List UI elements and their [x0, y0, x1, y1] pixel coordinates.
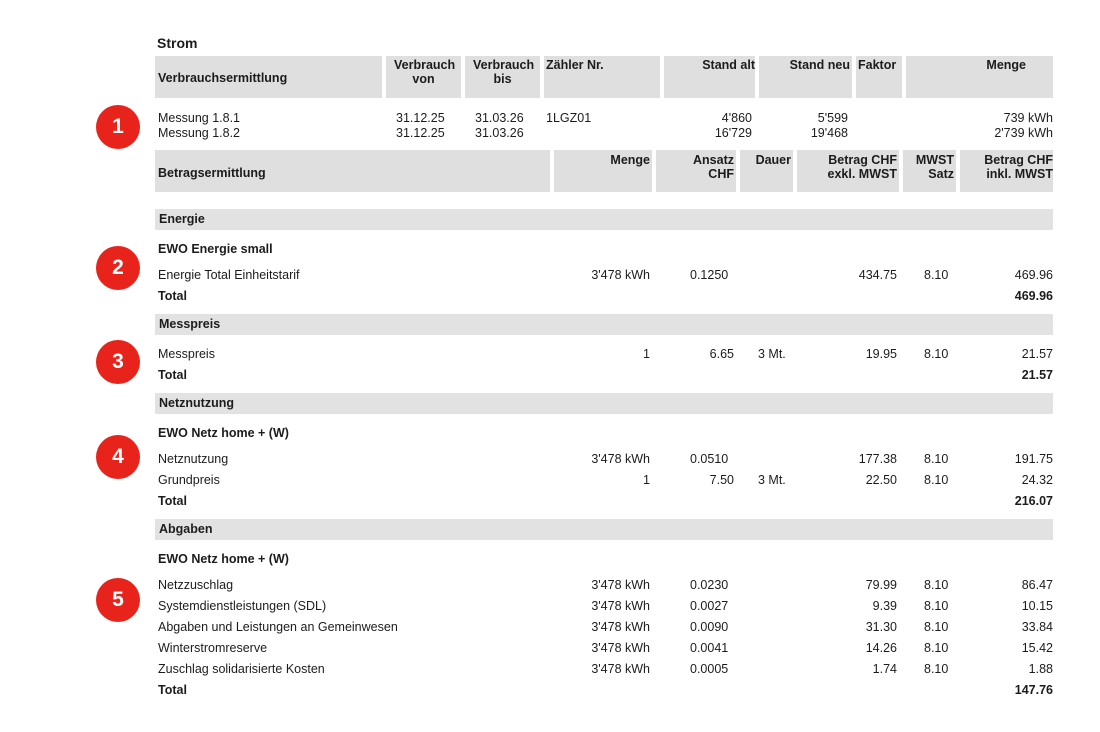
- menge: 739 kWh: [1003, 111, 1053, 125]
- row-exkl: 31.30: [865, 620, 897, 634]
- messung-bis: 31.03.26: [475, 126, 524, 140]
- row-menge: 1: [643, 473, 650, 487]
- section-title: Abgaben: [159, 522, 213, 536]
- row-label: Netzzuschlag: [158, 578, 234, 592]
- row-exkl: 177.38: [858, 452, 897, 466]
- messung-label: Messung 1.8.1: [158, 111, 240, 125]
- row-ansatz: 0.0510: [690, 452, 729, 466]
- section-title: Strom: [157, 35, 198, 51]
- row-mwst: 8.10: [924, 268, 949, 282]
- row-inkl: 86.47: [1021, 578, 1053, 592]
- row-menge: 3'478 kWh: [591, 662, 650, 676]
- total-value: 147.76: [1014, 683, 1053, 697]
- header-menge: Menge: [986, 58, 1026, 72]
- header-stand-neu: Stand neu: [789, 58, 850, 72]
- section-bar-messpreis: [155, 314, 1053, 335]
- stand-neu: 5'599: [817, 111, 848, 125]
- row-ansatz: 6.65: [709, 347, 734, 361]
- row-exkl: 1.74: [872, 662, 897, 676]
- row-ansatz: 0.0027: [690, 599, 729, 613]
- row-inkl: 10.15: [1021, 599, 1053, 613]
- row-exkl: 22.50: [865, 473, 897, 487]
- sub-title: EWO Netz home + (W): [158, 552, 289, 566]
- messung-bis: 31.03.26: [475, 111, 524, 125]
- row-mwst: 8.10: [924, 452, 949, 466]
- header-ansatz: Ansatz CHF: [693, 153, 734, 182]
- row-inkl: 15.42: [1021, 641, 1053, 655]
- total-label: Total: [158, 289, 187, 303]
- row-menge: 3'478 kWh: [591, 599, 650, 613]
- row-ansatz: 7.50: [709, 473, 734, 487]
- header-dauer: Dauer: [755, 153, 791, 167]
- row-mwst: 8.10: [924, 599, 949, 613]
- row-exkl: 79.99: [865, 578, 897, 592]
- row-dauer: 3 Mt.: [758, 473, 786, 487]
- section-bar-netznutzung: [155, 393, 1053, 414]
- annotation-badge-3: 3: [96, 340, 140, 384]
- row-menge: 3'478 kWh: [591, 641, 650, 655]
- row-mwst: 8.10: [924, 473, 949, 487]
- row-menge: 1: [643, 347, 650, 361]
- row-label: Zuschlag solidarisierte Kosten: [158, 662, 325, 676]
- row-menge: 3'478 kWh: [591, 452, 650, 466]
- header-zaehler-nr: Zähler Nr.: [546, 58, 604, 72]
- total-value: 216.07: [1014, 494, 1053, 508]
- row-inkl: 24.32: [1021, 473, 1053, 487]
- messung-label: Messung 1.8.2: [158, 126, 240, 140]
- row-mwst: 8.10: [924, 578, 949, 592]
- messung-von: 31.12.25: [396, 126, 445, 140]
- annotation-badge-1: 1: [96, 105, 140, 149]
- row-inkl: 191.75: [1014, 452, 1053, 466]
- row-menge: 3'478 kWh: [591, 268, 650, 282]
- sub-title: EWO Netz home + (W): [158, 426, 289, 440]
- total-value: 469.96: [1014, 289, 1053, 303]
- row-label: Winterstromreserve: [158, 641, 268, 655]
- row-exkl: 19.95: [865, 347, 897, 361]
- row-label: Systemdienstleistungen (SDL): [158, 599, 327, 613]
- header-faktor: Faktor: [858, 58, 897, 72]
- row-mwst: 8.10: [924, 347, 949, 361]
- total-label: Total: [158, 494, 187, 508]
- row-dauer: 3 Mt.: [758, 347, 786, 361]
- total-label: Total: [158, 683, 187, 697]
- row-ansatz: 0.0041: [690, 641, 729, 655]
- header-menge: Menge: [610, 153, 650, 167]
- row-inkl: 469.96: [1014, 268, 1053, 282]
- row-exkl: 14.26: [865, 641, 897, 655]
- row-mwst: 8.10: [924, 620, 949, 634]
- section-title: Energie: [159, 212, 205, 226]
- row-ansatz: 0.0005: [690, 662, 729, 676]
- row-label: Energie Total Einheitstarif: [158, 268, 300, 282]
- zaehler-nr: 1LGZ01: [546, 111, 592, 125]
- section-bar-abgaben: [155, 519, 1053, 540]
- total-label: Total: [158, 368, 187, 382]
- header-verbrauch-von: Verbrauch von: [394, 58, 456, 87]
- sub-title: EWO Energie small: [158, 242, 273, 256]
- row-menge: 3'478 kWh: [591, 578, 650, 592]
- header-verbrauch-bis: Verbrauch bis: [473, 58, 535, 87]
- row-ansatz: 0.0230: [690, 578, 729, 592]
- header-inkl: Betrag CHF inkl. MWST: [984, 153, 1053, 182]
- header-exkl: Betrag CHF exkl. MWST: [827, 153, 897, 182]
- messung-von: 31.12.25: [396, 111, 445, 125]
- row-exkl: 434.75: [858, 268, 897, 282]
- row-label: Abgaben und Leistungen an Gemeinwesen: [158, 620, 398, 634]
- annotation-badge-2: 2: [96, 246, 140, 290]
- row-inkl: 21.57: [1021, 347, 1053, 361]
- stand-alt: 16'729: [714, 126, 752, 140]
- row-label: Messpreis: [158, 347, 215, 361]
- row-menge: 3'478 kWh: [591, 620, 650, 634]
- section-bar-energie: [155, 209, 1053, 230]
- row-label: Netznutzung: [158, 452, 229, 466]
- header-mwst: MWST Satz: [915, 153, 954, 182]
- annotation-badge-4: 4: [96, 435, 140, 479]
- row-ansatz: 0.0090: [690, 620, 729, 634]
- betrag-header-label: Betragsermittlung: [158, 166, 266, 180]
- total-value: 21.57: [1021, 368, 1053, 382]
- section-title: Messpreis: [159, 317, 221, 331]
- stand-neu: 19'468: [810, 126, 848, 140]
- row-inkl: 33.84: [1021, 620, 1053, 634]
- row-ansatz: 0.1250: [690, 268, 729, 282]
- stand-alt: 4'860: [721, 111, 752, 125]
- row-mwst: 8.10: [924, 662, 949, 676]
- annotation-badge-5: 5: [96, 578, 140, 622]
- section-title: Netznutzung: [159, 396, 234, 410]
- row-inkl: 1.88: [1028, 662, 1053, 676]
- verbrauch-header-label: Verbrauchsermittlung: [158, 71, 288, 85]
- menge: 2'739 kWh: [994, 126, 1053, 140]
- header-stand-alt: Stand alt: [702, 58, 755, 72]
- row-mwst: 8.10: [924, 641, 949, 655]
- row-label: Grundpreis: [158, 473, 220, 487]
- row-exkl: 9.39: [872, 599, 897, 613]
